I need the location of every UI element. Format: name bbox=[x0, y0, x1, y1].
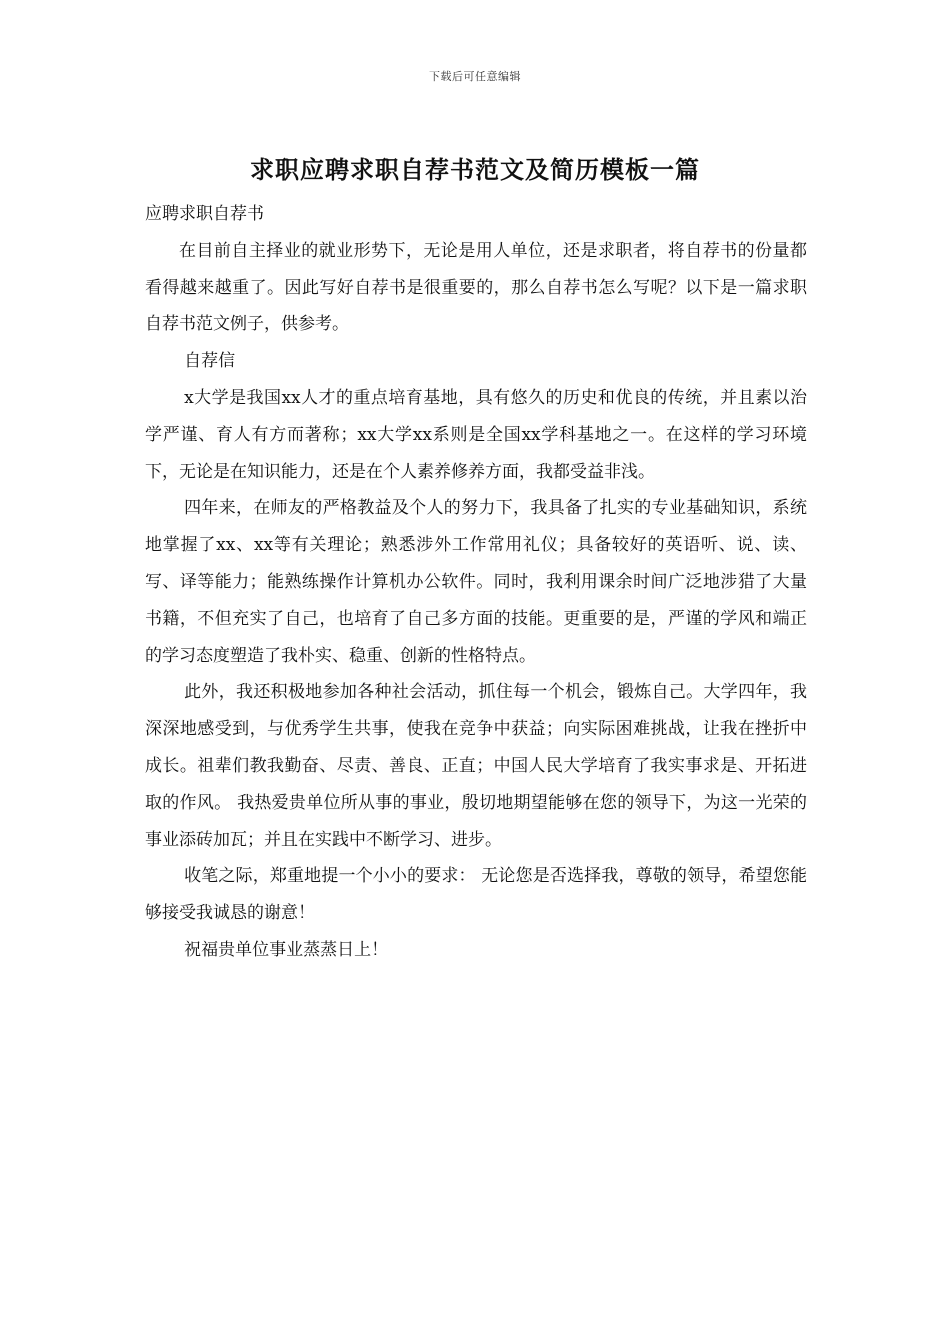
document-subtitle: 应聘求职自荐书 bbox=[145, 204, 264, 224]
header-note: 下载后可任意编辑 bbox=[429, 70, 521, 83]
body-paragraph: 此外，我还积极地参加各种社会活动，抓住每一个机会，锻炼自己。大学四年，我深深地感受到，与优秀学生共事，使我在竞争中获益；向实际困难挑战，让我在挫折中成长。祖辈们教我勤奋、尽责、善良、正直；中国人民大学培育了我实事求是、开拓进取的作风。 我热爱贵单位所从事的事业，殷切地期望能够在您的领导下，为这一光荣的事业添砖加瓦；并且在实践中不断学习、进步。 bbox=[145, 682, 807, 850]
document-title: 求职应聘求职自荐书范文及简历模板一篇 bbox=[250, 155, 700, 184]
body-paragraph: 四年来，在师友的严格教益及个人的努力下，我具备了扎实的专业基础知识，系统地掌握了xx、xx等有关理论；熟悉涉外工作常用礼仪；具备较好的英语听、说、读、写、译等能力；能熟练操作计算机办公软件。同时，我利用课余时间广泛地涉猎了大量书籍，不但充实了自己，也培育了自己多方面的技能。更重要的是，严谨的学风和端正的学习态度塑造了我朴实、稳重、创新的性格特点。 bbox=[145, 498, 807, 666]
intro-paragraph: 在目前自主择业的就业形势下，无论是用人单位，还是求职者，将自荐书的份量都看得越来越重了。因此写好自荐书是很重要的，那么自荐书怎么写呢？以下是一篇求职自荐书范文例子，供参考。 bbox=[145, 240, 807, 335]
body-paragraph: 收笔之际，郑重地提一个小小的要求： 无论您是否选择我，尊敬的领导，希望您能够接受我诚恳的谢意！ bbox=[145, 866, 807, 924]
letter-title: 自荐信 bbox=[184, 351, 236, 372]
closing-paragraph: 祝福贵单位事业蒸蒸日上！ bbox=[184, 939, 389, 960]
body-paragraph: x大学是我国xx人才的重点培育基地，具有悠久的历史和优良的传统，并且素以治学严谨、育人有方而著称；xx大学xx系则是全国xx学科基地之一。在这样的学习环境下，无论是在知识能力，还是在个人素养修养方面，我都受益非浅。 bbox=[145, 387, 807, 482]
document-body bbox=[145, 196, 807, 969]
